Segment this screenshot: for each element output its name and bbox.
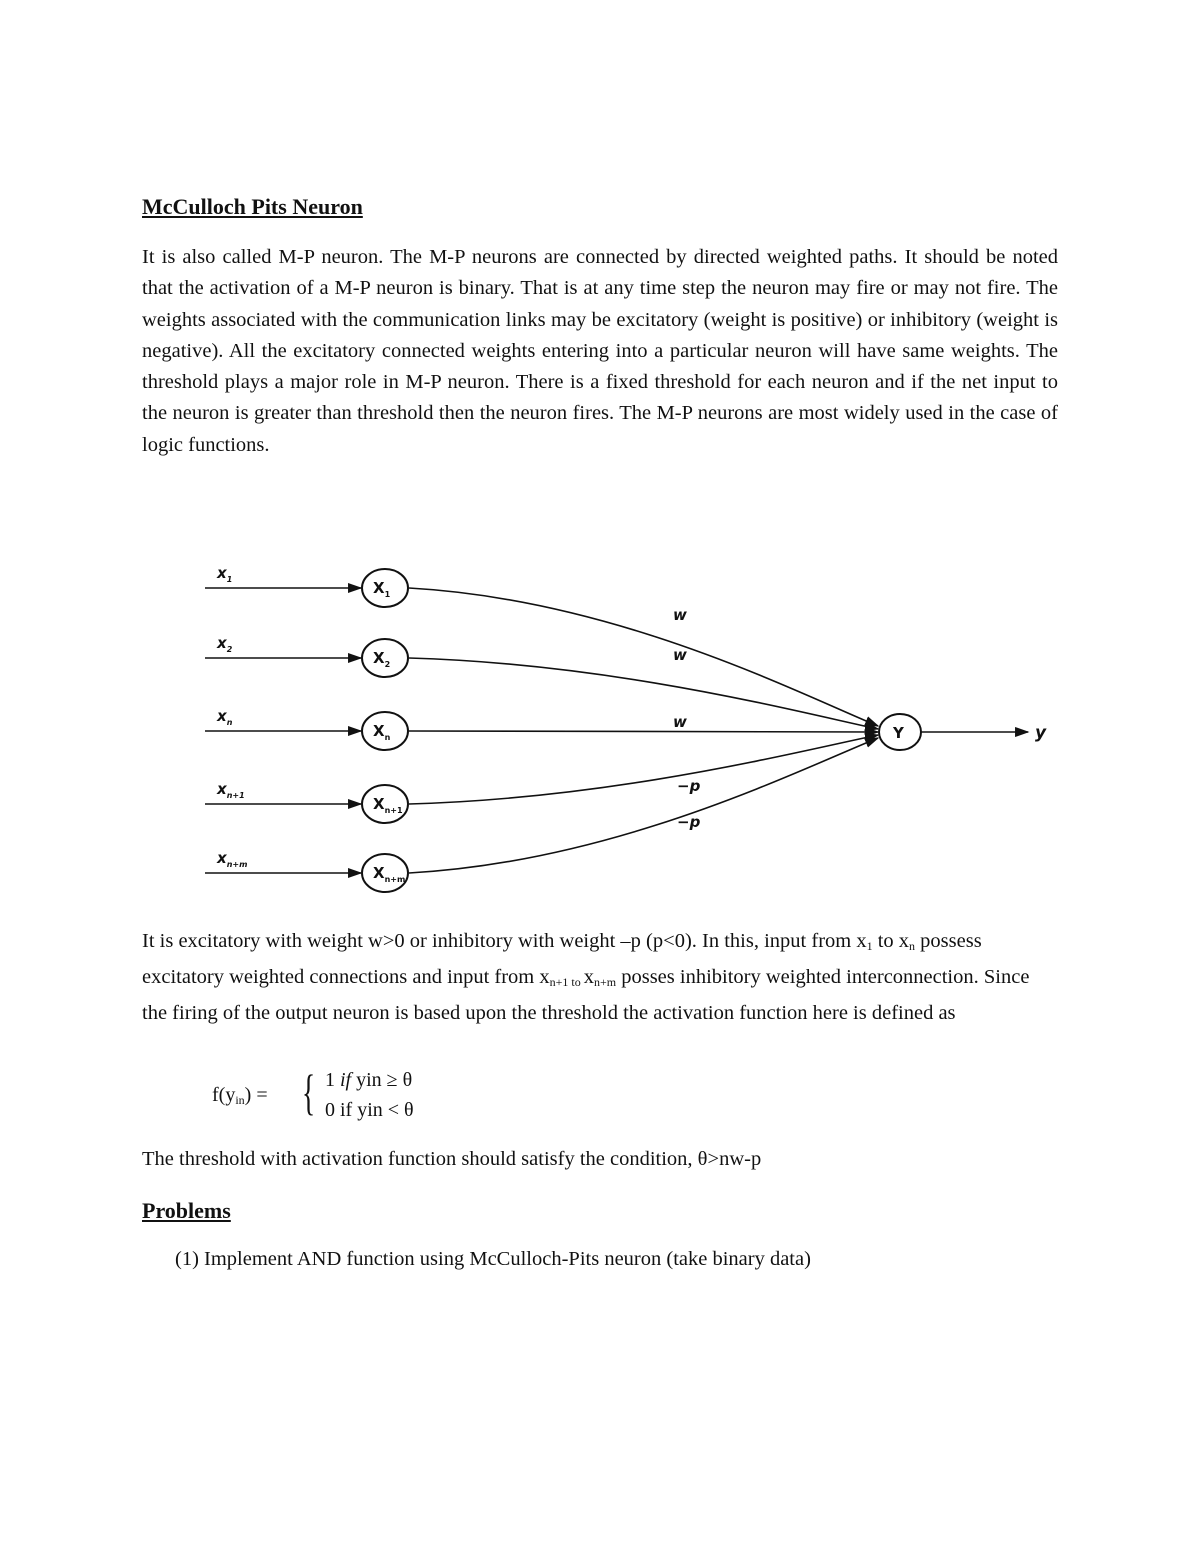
- problem-item-1: (1) Implement AND function using McCulloch-Pits neuron (take binary data): [175, 1248, 811, 1270]
- connection-4: [409, 735, 878, 804]
- input-node-4: [362, 785, 408, 823]
- formula-brace: {: [302, 1064, 316, 1120]
- input-label-4: $x_{n+1}$: [217, 780, 245, 800]
- input-node-2: [362, 639, 408, 677]
- connection-1: [409, 588, 878, 726]
- weight-label-2: w: [673, 646, 687, 664]
- output-label: y: [1035, 723, 1047, 743]
- input-node-label-5: $X_{n+m}$: [373, 864, 406, 884]
- input-node-1: [362, 569, 408, 607]
- input-node-3: [362, 712, 408, 750]
- connection-5: [409, 738, 878, 873]
- formula-case-1: 1 if yin ≥ θ: [325, 1069, 413, 1091]
- explanation-paragraph: It is excitatory with weight w>0 or inhibitory with weight –p (p<0). In this, input from $x_1$ to $x_n$ possess excitatory weighted connections and input from $x_{n+1}$ $_{to}$ $x_{n+m}$ posses inhibitory weighted interconnection. Since the firing of the output neuron is based upon the threshold the activation function here is defined as: [142, 930, 1030, 1024]
- intro-paragraph: It is also called M-P neuron. The M-P neurons are connected by directed weighted paths. It should be noted that the activation of a M-P neuron is binary. That is at any time step the neuron may fire or may not fire. The weights associated with the communication links may be excitatory (weight is positive) or inhibitory (weight is negative). All the excitatory connected weights entering into a particular neuron will have same weights. The threshold plays a major role in M-P neuron. There is a fixed threshold for each neuron and if the net input to the neuron is greater than threshold then the neuron fires. The M-P neurons are most widely used in the case of logic functions.: [142, 246, 1058, 456]
- input-label-1: $x_1$: [217, 564, 233, 584]
- input-node-label-1: $X_1$: [373, 579, 391, 599]
- page-title: McCulloch Pits Neuron: [142, 194, 363, 219]
- mp-neuron-diagram: [195, 555, 1075, 895]
- input-node-label-4: $X_{n+1}$: [373, 795, 403, 815]
- input-label-2: $x_2$: [217, 634, 233, 654]
- input-node-5: [362, 854, 408, 892]
- weight-label-4: −p: [677, 777, 701, 795]
- threshold-condition: The threshold with activation function should satisfy the condition, θ>nw-p: [142, 1148, 762, 1170]
- weight-label-3: w: [673, 713, 687, 731]
- formula-lhs: $f(y_{in})$ =: [212, 1084, 268, 1107]
- problems-heading: Problems: [142, 1198, 231, 1223]
- connection-2: [409, 658, 878, 729]
- input-label-5: $x_{n+m}$: [217, 849, 248, 869]
- formula-case-2: 0 if yin < θ: [325, 1099, 414, 1121]
- input-node-label-2: $X_2$: [373, 649, 391, 669]
- input-node-label-3: $X_n$: [373, 722, 391, 742]
- input-label-3: $x_n$: [217, 707, 233, 727]
- connection-3: [409, 731, 878, 732]
- weight-label-5: −p: [677, 813, 701, 831]
- output-node-label: Y: [893, 724, 904, 742]
- weight-label-1: w: [673, 606, 687, 624]
